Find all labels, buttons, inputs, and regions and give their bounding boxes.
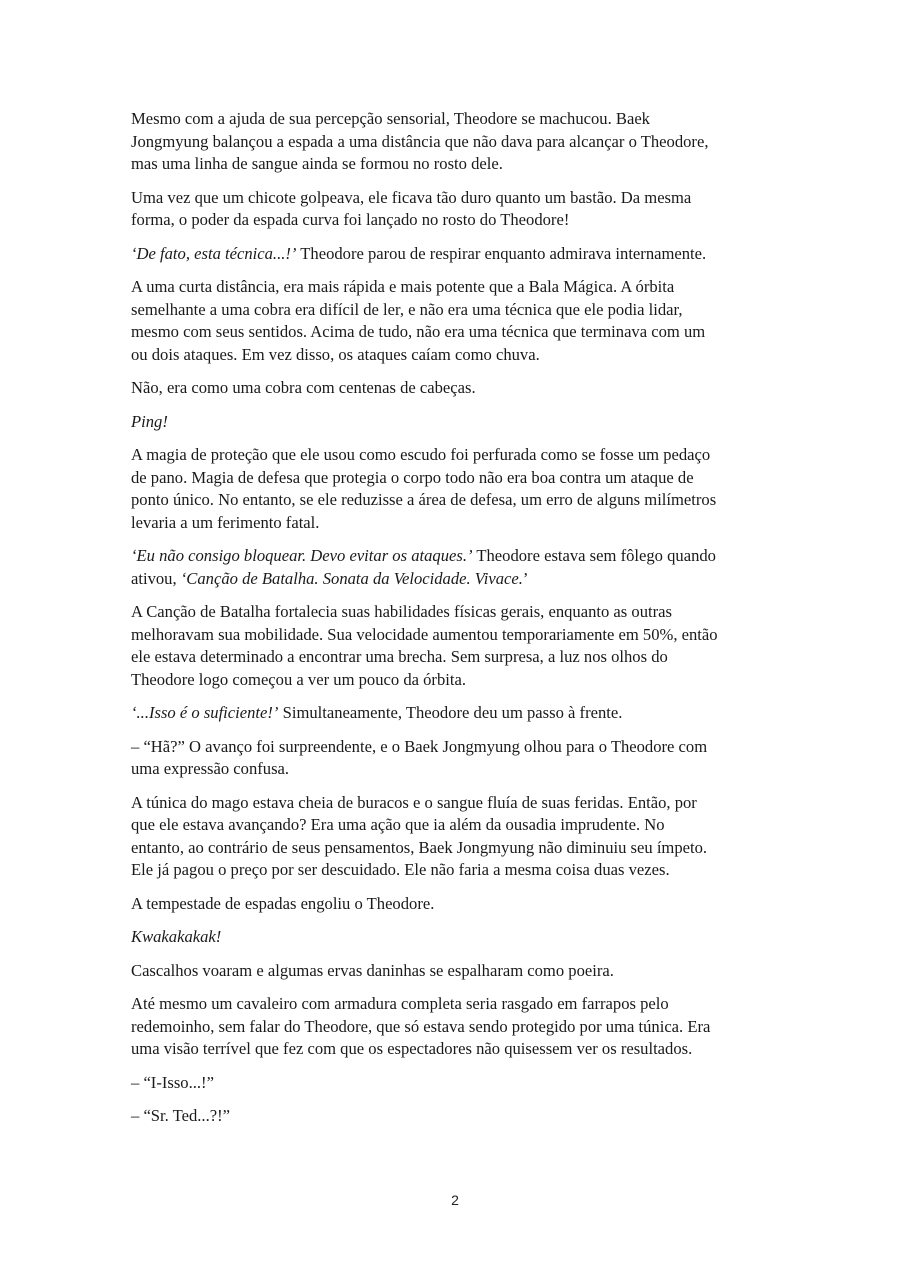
paragraph — [131, 926, 781, 949]
text-run: A túnica do mago estava cheia de buracos e o sangue fluía de suas feridas. Então, por que ele estava avançando? Era uma ação que ia além da ousadia imprudente. No entanto, ao contrário de seus pensamentos, Baek Jongmyung não diminuiu seu ímpeto. Ele já pagou o preço por ser descuidado. Ele não faria a mesma coisa duas vezes. — [131, 792, 708, 879]
text-run: Theodore estava sem fôlego quando ativou, — [131, 546, 716, 588]
text-run: A tempestade de espadas engoliu o Theodore. — [131, 893, 435, 913]
text-run: Uma vez que um chicote golpeava, ele ficava tão duro quanto um bastão. Da mesma forma, o poder da espada curva foi lançado no rosto do Theodore! — [131, 187, 692, 229]
paragraph — [131, 444, 781, 534]
text-run: – “Sr. Ted...?!” — [131, 1106, 230, 1125]
italic-text: Ping! — [131, 411, 168, 431]
italic-text: ‘De fato, esta técnica...!’ — [131, 243, 297, 263]
paragraph — [131, 377, 781, 400]
paragraph — [131, 108, 781, 176]
paragraph — [131, 792, 781, 882]
text-run: – “Hã?” O avanço foi surpreendente, e o Baek Jongmyung olhou para o Theodore com uma expressão confusa. — [131, 736, 708, 778]
text-run: A Canção de Batalha fortalecia suas habilidades físicas gerais, enquanto as outras melhoravam sua mobilidade. Sua velocidade aumentou temporariamente em 50%, então ele estava determinado a encontrar uma brecha. Sem surpresa, a luz nos olhos do Theodore logo começou a ver um pouco da órbita. — [131, 602, 718, 689]
paragraph — [131, 243, 781, 266]
text-run: A uma curta distância, era mais rápida e mais potente que a Bala Mágica. A órbita semelhante a uma cobra era difícil de ler, e não era uma técnica que ele podia lidar, mesmo com seus sentidos. Acima de tudo, não era uma técnica que terminava com um ou dois ataques. Em vez disso, os ataques caíam como chuva. — [131, 277, 706, 364]
text-run: Simultaneamente, Theodore deu um passo à frente. — [278, 703, 623, 722]
text-run: Mesmo com a ajuda de sua percepção sensorial, Theodore se machucou. Baek Jongmyung balançou a espada a uma distância que não dava para alcançar o Theodore, mas uma linha de sangue ainda se formou no rosto dele. — [131, 109, 709, 173]
paragraph — [131, 187, 781, 232]
italic-text: Kwakakakak! — [131, 927, 222, 946]
paragraph — [131, 1105, 781, 1128]
text-run: A magia de proteção que ele usou como escudo foi perfurada como se fosse um pedaço de pano. Magia de defesa que protegia o corpo todo não era boa contra um ataque de ponto único. No entanto, se ele reduzisse a área de defesa, um erro de alguns milímetros levaria a um ferimento fatal. — [131, 445, 717, 532]
document-page — [131, 108, 781, 1139]
italic-text: ‘Eu não consigo bloquear. Devo evitar os ataques.’ — [131, 546, 473, 565]
text-run: Theodore parou de respirar enquanto admirava internamente. — [296, 243, 707, 263]
paragraph — [131, 601, 781, 691]
paragraph — [131, 893, 781, 916]
paragraph — [131, 960, 781, 983]
text-run: Não, era como uma cobra com centenas de cabeças. — [131, 378, 476, 397]
italic-text: ‘Canção de Batalha. Sonata da Velocidade. Vivace. — [180, 568, 523, 588]
paragraph — [131, 276, 781, 366]
text-run: Cascalhos voaram e algumas ervas daninhas se espalharam como poeira. — [131, 960, 614, 980]
paragraph — [131, 411, 781, 434]
paragraph — [131, 1072, 781, 1095]
text-run: ’ — [522, 568, 529, 588]
text-run: Até mesmo um cavaleiro com armadura completa seria rasgado em farrapos pelo redemoinho, sem falar do Theodore, que só estava sendo protegido por uma túnica. Era uma visão terrível que fez com que os espectadores não quisessem ver os resultados. — [131, 994, 711, 1058]
paragraph — [131, 702, 781, 725]
italic-text: ‘...Isso é o suficiente!’ — [131, 703, 279, 722]
text-run: – “I-Isso...!” — [131, 1072, 214, 1092]
paragraph — [131, 736, 781, 781]
page-number: 2 — [451, 1192, 459, 1208]
paragraph — [131, 545, 781, 590]
paragraph — [131, 993, 781, 1061]
